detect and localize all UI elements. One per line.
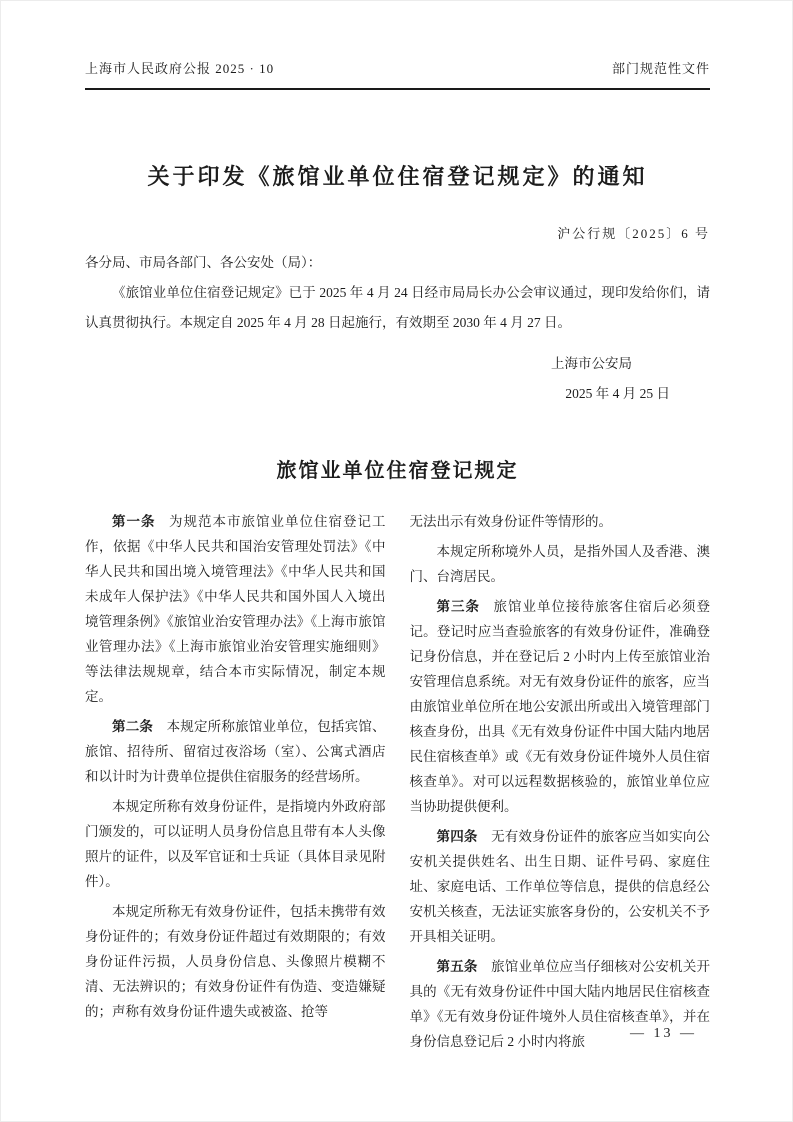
article-number: 第三条 <box>436 598 480 614</box>
regulation-paragraph <box>410 539 711 589</box>
paragraph-text: 本规定所称无有效身份证件，包括未携带有效身份证件的；有效身份证件超过有效期限的；有效身份证件污损，人员身份信息、头像照片模糊不清、无法辨识的；有效身份证件有伪造、变造嫌疑的；声称有效身份证件遗失或被盗、抢等 <box>85 903 386 1019</box>
article-number: 第二条 <box>112 718 154 734</box>
paragraph-text: 旅馆业单位应当仔细核对公安机关开具的《无有效身份证件中国大陆内地居民住宿核查单》《无有效身份证件境外人员住宿核查单》，并在身份信息登记后 2 小时内将旅 <box>409 958 711 1049</box>
paragraph-text: 旅馆业单位接待旅客住宿后必须登记。登记时应当查验旅客的有效身份证件，准确登记身份信息，并在登记后 2 小时内上传至旅馆业治安管理信息系统。对无有效身份证件的旅客，应当由旅馆业单位所在地公安派出所或出入境管理部门核查身份，出具《无有效身份证件中国大陆内地居民住宿核查单》或《无有效身份证件境外人员住宿核查单》。对可以远程数据核验的，旅馆业单位应当协助提供便利。 <box>409 598 710 814</box>
regulation-title: 旅馆业单位住宿登记规定 <box>276 459 519 482</box>
issuing-authority: 上海市公安局 <box>551 355 632 371</box>
gazette-name-issue: 上海市人民政府公报 2025 · 10 <box>85 61 275 76</box>
article-number: 第五条 <box>436 958 478 974</box>
paragraph-text: 为规范本市旅馆业单位住宿登记工作，依据《中华人民共和国治安管理处罚法》《中华人民共和国出境入境管理法》《中华人民共和国未成年人保护法》《中华人民共和国外国人入境出境管理条例》《旅馆业治安管理办法》《上海市旅馆业管理办法》《上海市旅馆业治安管理实施细则》等法律法规规章，结合本市实际情况，制定本规定。 <box>85 513 386 704</box>
issue-date: 2025 年 4 月 25 日 <box>565 385 670 401</box>
regulation-paragraph <box>410 594 711 819</box>
notice-body-paragraph: 《旅馆业单位住宿登记规定》已于 2025 年 4 月 24 日经市局局长办公会审议通过，现印发给你们，请认真贯彻执行。本规定自 2025 年 4 月 28 日起施行，有效期至 2030 年 4 月 27 日。 <box>85 285 710 330</box>
article-number: 第四条 <box>436 828 478 844</box>
regulation-paragraph <box>85 509 386 709</box>
regulation-body <box>85 509 710 1059</box>
page-header <box>85 58 710 90</box>
regulation-paragraph <box>85 714 386 789</box>
paragraph-text: 本规定所称有效身份证件，是指境内外政府部门颁发的，可以证明人员身份信息且带有本人头像照片的证件，以及军官证和士兵证（具体目录见附件）。 <box>85 798 386 889</box>
regulation-paragraph <box>85 899 386 1024</box>
article-number: 第一条 <box>112 513 156 529</box>
column-right <box>410 509 711 1059</box>
column-left <box>85 509 386 1059</box>
page-number: — 13 — <box>630 1026 697 1041</box>
regulation-paragraph <box>410 509 711 534</box>
paragraph-text: 无法出示有效身份证件等情形的。 <box>409 513 612 529</box>
document-category: 部门规范性文件 <box>611 61 710 76</box>
notice-salutation: 各分局、市局各部门、各公安处（局）： <box>85 255 322 270</box>
paragraph-text: 本规定所称境外人员，是指外国人及香港、澳门、台湾居民。 <box>409 543 710 584</box>
paragraph-text: 本规定所称旅馆业单位，包括宾馆、旅馆、招待所、留宿过夜浴场（室）、公寓式酒店和以计时为计费单位提供住宿服务的经营场所。 <box>85 718 386 784</box>
document-number: 沪公行规〔2025〕6 号 <box>557 226 710 241</box>
notice-title: 关于印发《旅馆业单位住宿登记规定》的通知 <box>147 164 648 189</box>
regulation-paragraph <box>85 794 386 894</box>
paragraph-text: 无有效身份证件的旅客应当如实向公安机关提供姓名、出生日期、证件号码、家庭住址、家庭电话、工作单位等信息，提供的信息经公安机关核查，无法证实旅客身份的，公安机关不予开具相关证明。 <box>409 828 711 944</box>
regulation-paragraph <box>410 824 711 949</box>
